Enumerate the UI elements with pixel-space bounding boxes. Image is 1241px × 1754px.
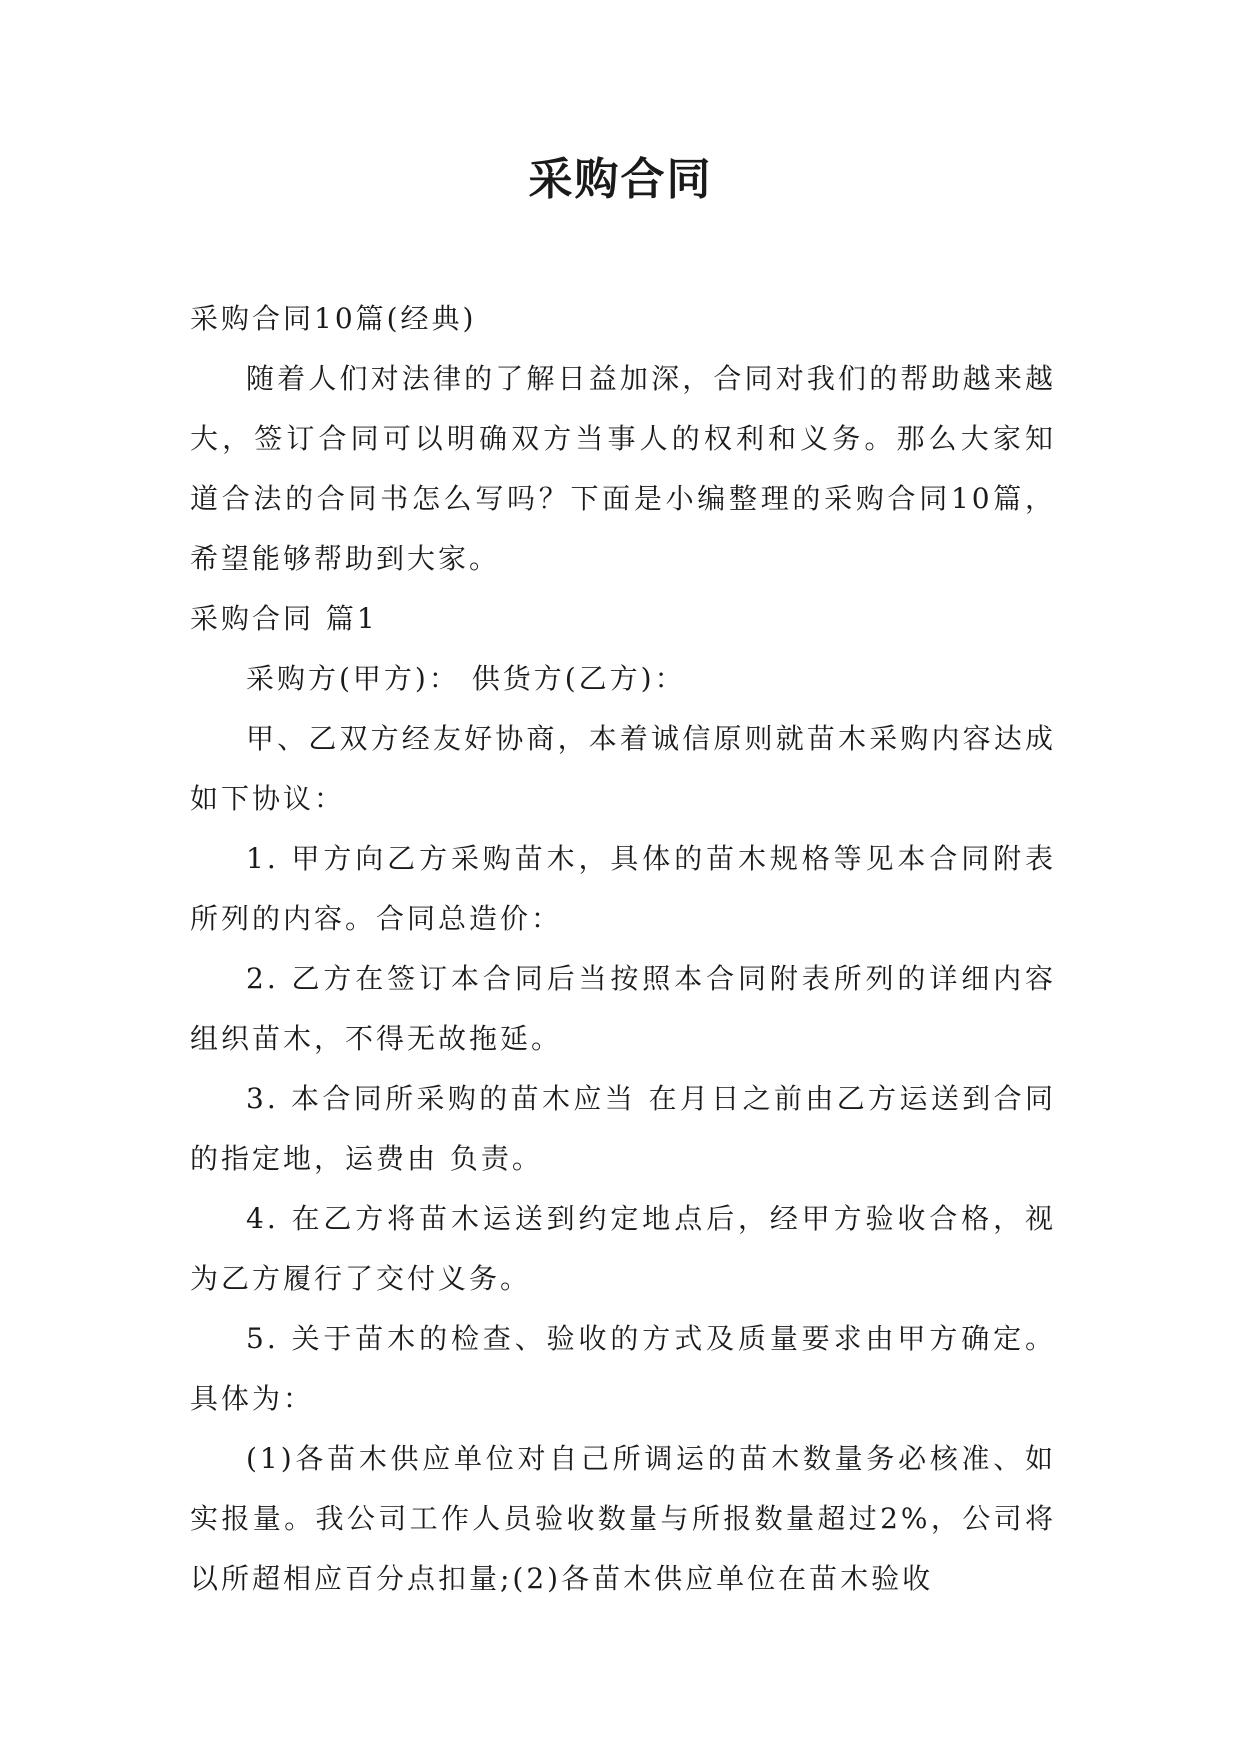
clause-5: 5. 关于苗木的检查、验收的方式及质量要求由甲方确定。具体为： — [190, 1322, 1056, 1415]
clause-5-detail: (1)各苗木供应单位对自己所调运的苗木数量务必核准、如实报量。我公司工作人员验收数量与所报数量超过2%，公司将以所超相应百分点扣量;(2)各苗木供应单位在苗木验收 — [190, 1442, 1056, 1595]
document-title: 采购合同 — [528, 154, 713, 205]
agreement-intro: 甲、乙双方经友好协商，本着诚信原则就苗木采购内容达成如下协议： — [190, 722, 1056, 815]
clause-3: 3. 本合同所采购的苗木应当 在月日之前由乙方运送到合同的指定地，运费由 负责。 — [190, 1082, 1056, 1175]
document-body — [190, 289, 1056, 1609]
section-heading: 采购合同 篇1 — [190, 602, 378, 635]
intro-paragraph: 随着人们对法律的了解日益加深，合同对我们的帮助越来越大，签订合同可以明确双方当事人的权利和义务。那么大家知道合法的合同书怎么写吗？下面是小编整理的采购合同10篇，希望能够帮助到大家。 — [190, 362, 1056, 575]
clause-2: 2. 乙方在签订本合同后当按照本合同附表所列的详细内容组织苗木，不得无故拖延。 — [190, 962, 1056, 1055]
parties-line: 采购方(甲方)： 供货方(乙方)： — [246, 662, 686, 695]
doc-subtitle: 采购合同10篇(经典) — [190, 302, 477, 335]
clause-1: 1. 甲方向乙方采购苗木，具体的苗木规格等见本合同附表所列的内容。合同总造价： — [190, 842, 1056, 935]
clause-4: 4. 在乙方将苗木运送到约定地点后，经甲方验收合格，视为乙方履行了交付义务。 — [190, 1202, 1056, 1295]
